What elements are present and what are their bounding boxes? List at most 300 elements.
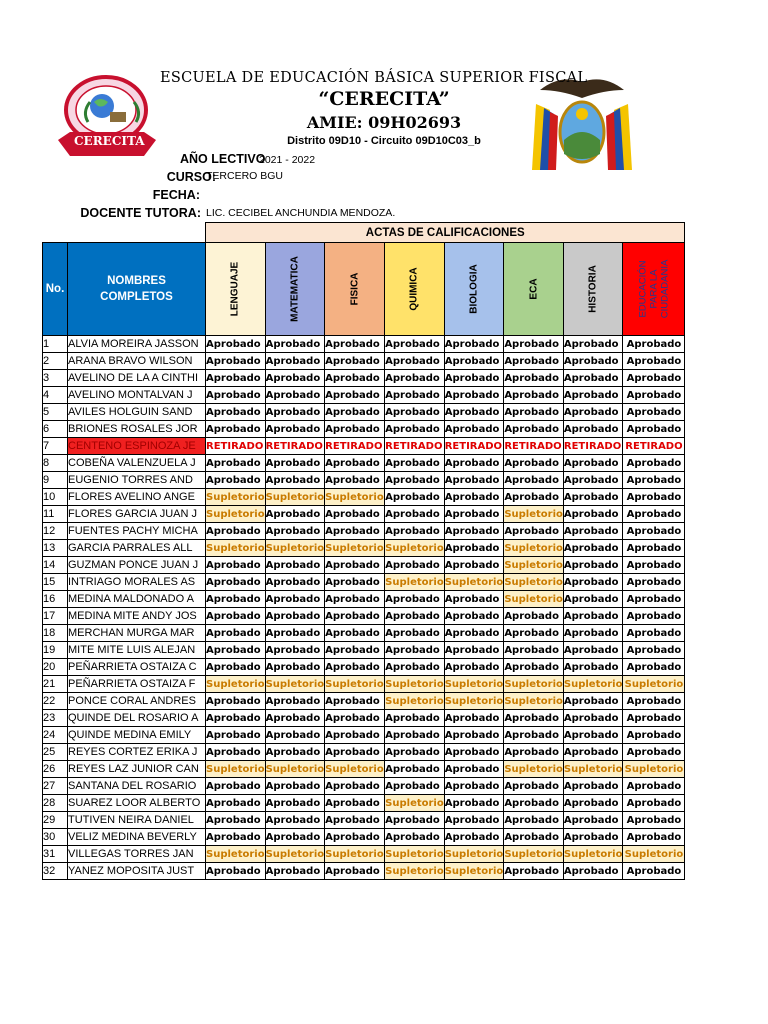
row-number: 25	[43, 744, 68, 761]
grade-cell: Aprobado	[325, 829, 385, 846]
subject-header-2	[265, 243, 325, 336]
subject-label: ECA	[528, 278, 540, 300]
student-name: MERCHAN MURGA MAR	[68, 625, 206, 642]
grade-cell: Aprobado	[325, 353, 385, 370]
subject-label: BIOLOGIA	[468, 264, 480, 314]
grade-cell: Aprobado	[504, 523, 564, 540]
grade-cell: Aprobado	[385, 778, 445, 795]
grade-cell: Aprobado	[325, 710, 385, 727]
grade-cell: RETIRADO	[623, 438, 685, 455]
student-row	[43, 744, 685, 761]
grade-cell: Aprobado	[385, 625, 445, 642]
grade-cell: Aprobado	[444, 353, 504, 370]
row-number: 32	[43, 863, 68, 880]
grade-cell: Aprobado	[563, 727, 623, 744]
date-label: FECHA:	[152, 188, 200, 202]
grade-cell: RETIRADO	[206, 438, 266, 455]
grade-cell: Aprobado	[444, 778, 504, 795]
course-value: TERCERO BGU	[206, 170, 284, 182]
grade-cell: Aprobado	[504, 472, 564, 489]
student-row	[43, 795, 685, 812]
grade-cell: Aprobado	[325, 574, 385, 591]
grade-cell: Aprobado	[265, 608, 325, 625]
grade-cell: Aprobado	[206, 404, 266, 421]
subject-header-5	[444, 243, 504, 336]
grade-cell: Aprobado	[563, 829, 623, 846]
student-name: MEDINA MALDONADO A	[68, 591, 206, 608]
grade-cell: Aprobado	[206, 744, 266, 761]
grade-cell: Aprobado	[325, 506, 385, 523]
school-year-value: 2021 - 2022	[259, 154, 316, 166]
grade-cell: Aprobado	[206, 353, 266, 370]
student-row	[43, 727, 685, 744]
row-number: 12	[43, 523, 68, 540]
grade-cell: Aprobado	[504, 353, 564, 370]
amie-code: AMIE: 09H02693	[306, 113, 462, 132]
grade-cell: Aprobado	[444, 404, 504, 421]
grade-cell: Supletorio	[623, 761, 685, 778]
grade-cell: Aprobado	[385, 761, 445, 778]
grade-cell: Aprobado	[385, 744, 445, 761]
subject-label: HISTORIA	[587, 265, 599, 313]
grade-cell: Aprobado	[385, 523, 445, 540]
grade-cell: Supletorio	[206, 846, 266, 863]
grade-cell: Supletorio	[504, 846, 564, 863]
grade-cell: Aprobado	[265, 659, 325, 676]
grade-cell: Aprobado	[563, 540, 623, 557]
grade-cell: Aprobado	[623, 506, 685, 523]
grade-cell: Aprobado	[444, 421, 504, 438]
student-name: COBEÑA VALENZUELA J	[68, 455, 206, 472]
grade-cell: Aprobado	[206, 710, 266, 727]
grade-cell: Aprobado	[623, 812, 685, 829]
grade-cell: Aprobado	[563, 574, 623, 591]
grade-cell: Aprobado	[265, 812, 325, 829]
grade-cell: Supletorio	[265, 489, 325, 506]
grade-cell: Supletorio	[504, 761, 564, 778]
grade-cell: Supletorio	[623, 676, 685, 693]
grade-cell: Aprobado	[563, 812, 623, 829]
grade-cell: Aprobado	[385, 829, 445, 846]
grade-cell: Aprobado	[504, 404, 564, 421]
grade-cell: Aprobado	[504, 812, 564, 829]
student-row	[43, 506, 685, 523]
school-name: “CERECITA”	[318, 88, 450, 110]
grade-cell: Supletorio	[444, 863, 504, 880]
row-number: 28	[43, 795, 68, 812]
grade-cell: Aprobado	[265, 404, 325, 421]
grade-cell: Aprobado	[623, 370, 685, 387]
grade-cell: Supletorio	[206, 506, 266, 523]
grade-cell: Aprobado	[385, 370, 445, 387]
row-number: 26	[43, 761, 68, 778]
grade-cell: Aprobado	[206, 455, 266, 472]
grade-cell: Aprobado	[325, 727, 385, 744]
grade-cell: Aprobado	[623, 863, 685, 880]
grade-cell: Aprobado	[206, 829, 266, 846]
student-row	[43, 472, 685, 489]
grade-cell: Aprobado	[206, 778, 266, 795]
row-number: 4	[43, 387, 68, 404]
grade-cell: Aprobado	[623, 829, 685, 846]
grade-cell: Aprobado	[206, 608, 266, 625]
grade-cell: Aprobado	[265, 591, 325, 608]
grade-cell: Supletorio	[325, 761, 385, 778]
grade-cell: Supletorio	[385, 863, 445, 880]
grade-cell: Aprobado	[623, 574, 685, 591]
subject-header-4	[385, 243, 445, 336]
grade-cell: Aprobado	[563, 353, 623, 370]
student-name: CENTENO ESPINOZA JE	[68, 438, 206, 455]
grade-cell: Aprobado	[444, 506, 504, 523]
grade-cell: Aprobado	[563, 489, 623, 506]
grade-cell: Supletorio	[623, 846, 685, 863]
student-name: GUZMAN PONCE JUAN J	[68, 557, 206, 574]
row-number: 5	[43, 404, 68, 421]
grade-cell: Aprobado	[385, 387, 445, 404]
grade-cell: Supletorio	[385, 693, 445, 710]
grade-cell: Supletorio	[444, 676, 504, 693]
grade-cell: Aprobado	[623, 608, 685, 625]
grade-cell: Supletorio	[504, 574, 564, 591]
grade-cell: Aprobado	[206, 693, 266, 710]
student-row	[43, 557, 685, 574]
grade-cell: Aprobado	[563, 659, 623, 676]
grade-cell: Aprobado	[265, 625, 325, 642]
district-circuit: Distrito 09D10 - Circuito 09D10C03_b	[287, 135, 481, 147]
subject-label: MATEMATICA	[289, 256, 301, 322]
grade-cell: Supletorio	[444, 693, 504, 710]
grade-cell: Aprobado	[623, 795, 685, 812]
row-number: 3	[43, 370, 68, 387]
grade-cell: Aprobado	[504, 608, 564, 625]
grade-cell: Aprobado	[444, 336, 504, 353]
grade-cell: Supletorio	[504, 591, 564, 608]
student-row	[43, 778, 685, 795]
grade-cell: Aprobado	[385, 472, 445, 489]
grade-cell: Supletorio	[385, 574, 445, 591]
student-name: FLORES AVELINO ANGE	[68, 489, 206, 506]
grade-cell: Aprobado	[206, 795, 266, 812]
grade-cell: Aprobado	[563, 421, 623, 438]
grade-cell: Aprobado	[623, 353, 685, 370]
grade-cell: Aprobado	[206, 812, 266, 829]
grade-cell: Aprobado	[265, 710, 325, 727]
grade-cell: Aprobado	[265, 387, 325, 404]
row-number: 30	[43, 829, 68, 846]
student-name: AVELINO DE LA A CINTHI	[68, 370, 206, 387]
grade-cell: Aprobado	[385, 710, 445, 727]
student-row	[43, 710, 685, 727]
grade-cell: Aprobado	[563, 863, 623, 880]
grade-cell: Aprobado	[385, 489, 445, 506]
grade-cell: Aprobado	[504, 625, 564, 642]
row-number: 27	[43, 778, 68, 795]
grade-cell: Aprobado	[325, 387, 385, 404]
grade-cell: Aprobado	[504, 795, 564, 812]
grade-cell: Aprobado	[265, 336, 325, 353]
grade-cell: Aprobado	[563, 693, 623, 710]
student-row	[43, 489, 685, 506]
student-row	[43, 625, 685, 642]
row-number: 15	[43, 574, 68, 591]
grade-cell: Supletorio	[444, 846, 504, 863]
grade-cell: Aprobado	[504, 489, 564, 506]
grade-cell: RETIRADO	[385, 438, 445, 455]
grade-cell: Aprobado	[385, 659, 445, 676]
grade-cell: Aprobado	[623, 523, 685, 540]
grade-cell: Aprobado	[623, 421, 685, 438]
grade-cell: Aprobado	[325, 812, 385, 829]
grade-cell: Aprobado	[444, 659, 504, 676]
student-name: INTRIAGO MORALES AS	[68, 574, 206, 591]
grade-cell: Supletorio	[206, 676, 266, 693]
grade-cell: Aprobado	[444, 608, 504, 625]
grade-cell: Aprobado	[385, 727, 445, 744]
grade-cell: Aprobado	[563, 557, 623, 574]
student-row	[43, 591, 685, 608]
grade-cell: Aprobado	[563, 370, 623, 387]
grade-cell: Aprobado	[325, 608, 385, 625]
grade-cell: Aprobado	[623, 387, 685, 404]
grade-cell: Aprobado	[563, 591, 623, 608]
grade-cell: Aprobado	[385, 506, 445, 523]
grade-cell: Aprobado	[444, 591, 504, 608]
grade-cell: Aprobado	[444, 625, 504, 642]
student-name: AVELINO MONTALVAN J	[68, 387, 206, 404]
grade-cell: Aprobado	[265, 455, 325, 472]
grade-cell: Aprobado	[504, 744, 564, 761]
grade-cell: Aprobado	[265, 421, 325, 438]
grade-cell: Supletorio	[265, 846, 325, 863]
grade-cell: Aprobado	[563, 455, 623, 472]
school-year-label: AÑO LECTIVO	[180, 152, 266, 166]
grade-cell: Aprobado	[444, 387, 504, 404]
tutor-label: DOCENTE TUTORA:	[80, 206, 201, 220]
student-name: YANEZ MOPOSITA JUST	[68, 863, 206, 880]
student-row	[43, 608, 685, 625]
student-row	[43, 404, 685, 421]
grade-cell: Aprobado	[325, 336, 385, 353]
student-row	[43, 438, 685, 455]
student-row	[43, 829, 685, 846]
student-row	[43, 523, 685, 540]
tutor-value: LIC. CECIBEL ANCHUNDIA MENDOZA.	[206, 207, 396, 219]
row-number: 31	[43, 846, 68, 863]
grade-cell: Aprobado	[325, 693, 385, 710]
grade-cell: Aprobado	[325, 778, 385, 795]
row-number: 22	[43, 693, 68, 710]
grade-cell: Aprobado	[385, 812, 445, 829]
grade-cell: Aprobado	[265, 727, 325, 744]
grade-cell: Aprobado	[504, 659, 564, 676]
student-name: SUAREZ LOOR ALBERTO	[68, 795, 206, 812]
grade-cell: Aprobado	[444, 812, 504, 829]
row-number: 2	[43, 353, 68, 370]
row-number: 24	[43, 727, 68, 744]
student-name: REYES LAZ JUNIOR CAN	[68, 761, 206, 778]
student-name: GARCIA PARRALES ALL	[68, 540, 206, 557]
grade-cell: Aprobado	[206, 727, 266, 744]
subject-label: QUIMICA	[408, 267, 420, 311]
grade-cell: Aprobado	[325, 863, 385, 880]
grade-cell: Aprobado	[265, 744, 325, 761]
grade-cell: Supletorio	[265, 761, 325, 778]
grade-cell: Supletorio	[206, 540, 266, 557]
grade-cell: Supletorio	[325, 540, 385, 557]
row-number: 13	[43, 540, 68, 557]
student-name: REYES CORTEZ ERIKA J	[68, 744, 206, 761]
grade-cell: Aprobado	[265, 778, 325, 795]
row-number: 7	[43, 438, 68, 455]
grade-cell: Supletorio	[265, 676, 325, 693]
grade-cell: Aprobado	[385, 455, 445, 472]
student-name: QUINDE DEL ROSARIO A	[68, 710, 206, 727]
subject-label: FISICA	[349, 272, 361, 306]
subject-label: EDUCACIÓN PARA LA CIUDADANIA	[637, 259, 671, 319]
number-header: No.	[43, 243, 68, 336]
student-name: FUENTES PACHY MICHA	[68, 523, 206, 540]
grade-cell: Aprobado	[563, 523, 623, 540]
grade-cell: Aprobado	[206, 421, 266, 438]
student-row	[43, 540, 685, 557]
grade-cell: Aprobado	[265, 693, 325, 710]
grade-cell: Aprobado	[325, 472, 385, 489]
grade-cell: Aprobado	[444, 761, 504, 778]
grade-cell: Aprobado	[385, 353, 445, 370]
grade-cell: Supletorio	[325, 846, 385, 863]
student-name: AVILES HOLGUIN SAND	[68, 404, 206, 421]
grade-cell: Aprobado	[325, 404, 385, 421]
actas-title: ACTAS DE CALIFICACIONES	[206, 223, 685, 243]
student-row	[43, 642, 685, 659]
row-number: 20	[43, 659, 68, 676]
grade-cell: Aprobado	[325, 370, 385, 387]
grade-cell: Aprobado	[504, 370, 564, 387]
row-number: 6	[43, 421, 68, 438]
school-title: ESCUELA DE EDUCACIÓN BÁSICA SUPERIOR FISCAL	[160, 70, 588, 86]
grade-cell: Aprobado	[623, 404, 685, 421]
grade-cell: Aprobado	[623, 540, 685, 557]
logo-banner-text: CERECITA	[74, 134, 145, 148]
grade-cell: Supletorio	[563, 676, 623, 693]
student-row	[43, 846, 685, 863]
grade-cell: Supletorio	[563, 846, 623, 863]
grade-cell: Aprobado	[563, 625, 623, 642]
student-name: MITE MITE LUIS ALEJAN	[68, 642, 206, 659]
student-row	[43, 336, 685, 353]
grade-cell: Aprobado	[325, 659, 385, 676]
grade-cell: Aprobado	[444, 540, 504, 557]
grade-cell: Aprobado	[623, 693, 685, 710]
grade-cell: Aprobado	[206, 472, 266, 489]
grade-cell: Aprobado	[385, 404, 445, 421]
grade-cell: Aprobado	[563, 744, 623, 761]
row-number: 29	[43, 812, 68, 829]
grade-cell: Aprobado	[623, 710, 685, 727]
grade-cell: Aprobado	[444, 744, 504, 761]
grade-cell: Aprobado	[325, 625, 385, 642]
grade-cell: RETIRADO	[563, 438, 623, 455]
grade-cell: Aprobado	[444, 829, 504, 846]
grade-cell: Aprobado	[563, 404, 623, 421]
grade-cell: Aprobado	[206, 863, 266, 880]
student-name: BRIONES ROSALES JOR	[68, 421, 206, 438]
subject-header-7	[563, 243, 623, 336]
grade-cell: Aprobado	[206, 523, 266, 540]
grade-cell: Aprobado	[504, 829, 564, 846]
grade-cell: Supletorio	[504, 693, 564, 710]
grade-cell: Aprobado	[385, 421, 445, 438]
student-name: ARANA BRAVO WILSON	[68, 353, 206, 370]
grade-cell: Supletorio	[385, 846, 445, 863]
row-number: 10	[43, 489, 68, 506]
grade-cell: Aprobado	[265, 506, 325, 523]
row-number: 16	[43, 591, 68, 608]
grade-cell: Aprobado	[206, 387, 266, 404]
student-name: QUINDE MEDINA EMILY	[68, 727, 206, 744]
grade-cell: Supletorio	[385, 795, 445, 812]
grade-cell: Aprobado	[385, 336, 445, 353]
grade-cell: Aprobado	[206, 370, 266, 387]
grade-cell: Aprobado	[265, 353, 325, 370]
grade-cell: Aprobado	[563, 506, 623, 523]
row-number: 17	[43, 608, 68, 625]
grade-cell: Aprobado	[563, 336, 623, 353]
grade-cell: Aprobado	[623, 642, 685, 659]
grade-cell: RETIRADO	[504, 438, 564, 455]
student-row	[43, 676, 685, 693]
grade-cell: Aprobado	[265, 523, 325, 540]
grade-cell: Supletorio	[563, 761, 623, 778]
grade-cell: Supletorio	[325, 489, 385, 506]
grade-cell: Aprobado	[325, 795, 385, 812]
grade-cell: Aprobado	[385, 557, 445, 574]
grade-cell: Aprobado	[623, 336, 685, 353]
grade-cell: Aprobado	[325, 421, 385, 438]
grade-cell: Aprobado	[504, 863, 564, 880]
row-number: 21	[43, 676, 68, 693]
grade-cell: Aprobado	[504, 336, 564, 353]
row-number: 8	[43, 455, 68, 472]
grade-cell: Aprobado	[623, 659, 685, 676]
grade-cell: Aprobado	[265, 642, 325, 659]
subject-header-8	[623, 243, 685, 336]
grade-cell: Aprobado	[563, 642, 623, 659]
grade-cell: RETIRADO	[265, 438, 325, 455]
grade-cell: Aprobado	[623, 625, 685, 642]
grade-cell: Supletorio	[325, 676, 385, 693]
grade-cell: RETIRADO	[444, 438, 504, 455]
grade-cell: Aprobado	[444, 710, 504, 727]
actas-header-row	[43, 223, 685, 243]
grade-cell: Aprobado	[623, 591, 685, 608]
grade-cell: Aprobado	[265, 370, 325, 387]
student-row	[43, 812, 685, 829]
grade-cell: Supletorio	[504, 540, 564, 557]
row-number: 18	[43, 625, 68, 642]
grade-cell: Supletorio	[206, 489, 266, 506]
student-name: EUGENIO TORRES AND	[68, 472, 206, 489]
student-row	[43, 455, 685, 472]
student-name: SANTANA DEL ROSARIO	[68, 778, 206, 795]
grade-cell: Aprobado	[206, 659, 266, 676]
row-number: 1	[43, 336, 68, 353]
grade-cell: Aprobado	[444, 370, 504, 387]
grade-cell: Aprobado	[206, 642, 266, 659]
student-row	[43, 353, 685, 370]
row-number: 14	[43, 557, 68, 574]
